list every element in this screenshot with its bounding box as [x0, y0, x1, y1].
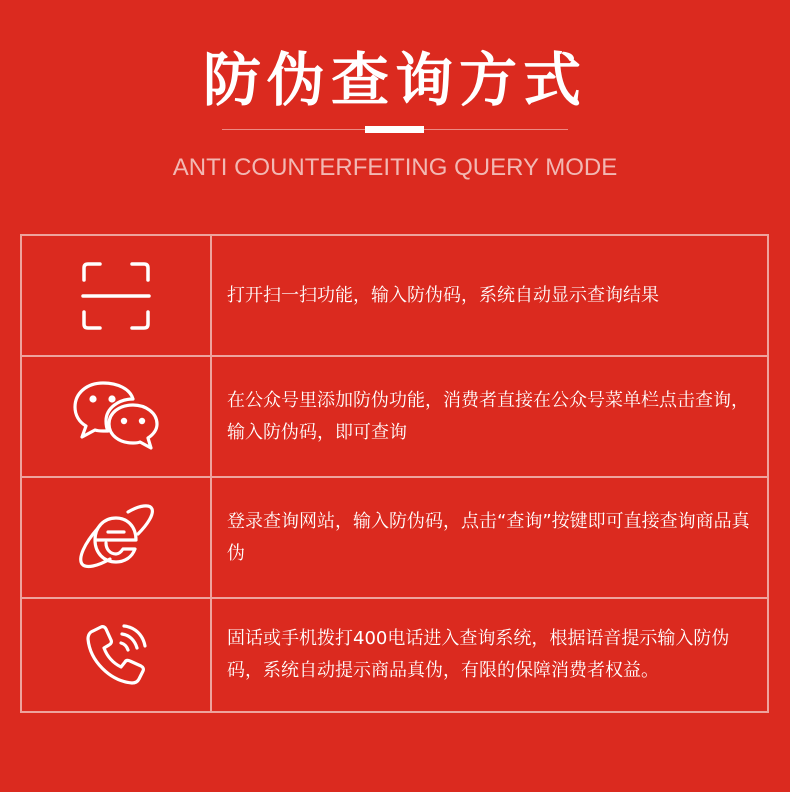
- phone-icon: [84, 623, 148, 687]
- page-title: 防伪查询方式: [202, 46, 587, 114]
- method-text: 登录查询网站，输入防伪码，点击“查询”按键即可直接查询商品真伪: [227, 510, 750, 564]
- method-text: 打开扫一扫功能，输入防伪码，系统自动显示查询结果: [227, 284, 659, 306]
- icon-cell: [22, 478, 212, 597]
- query-methods-table: [20, 234, 769, 713]
- method-description: [212, 478, 767, 597]
- icon-cell: [22, 357, 212, 476]
- method-text: 在公众号里添加防伪功能，消费者直接在公众号菜单栏点击查询，输入防伪码，即可查询: [227, 389, 749, 443]
- method-row-phone: [22, 599, 767, 711]
- icon-cell: [22, 236, 212, 355]
- method-description: [212, 357, 767, 476]
- title-accent-bar: [365, 126, 424, 133]
- method-description: [212, 599, 767, 711]
- method-description: [212, 236, 767, 355]
- internet-explorer-icon: [76, 502, 156, 574]
- icon-cell: [22, 599, 212, 711]
- scan-icon: [82, 262, 150, 330]
- method-row-scan: [22, 236, 767, 357]
- method-row-website: [22, 478, 767, 599]
- wechat-icon: [73, 381, 159, 453]
- page-subtitle: ANTI COUNTERFEITING QUERY MODE: [172, 154, 618, 181]
- method-row-wechat: [22, 357, 767, 478]
- method-text: 固话或手机拨打400电话进入查询系统，根据语音提示输入防伪码，系统自动提示商品真伪，有限的保障消费者权益。: [227, 628, 730, 681]
